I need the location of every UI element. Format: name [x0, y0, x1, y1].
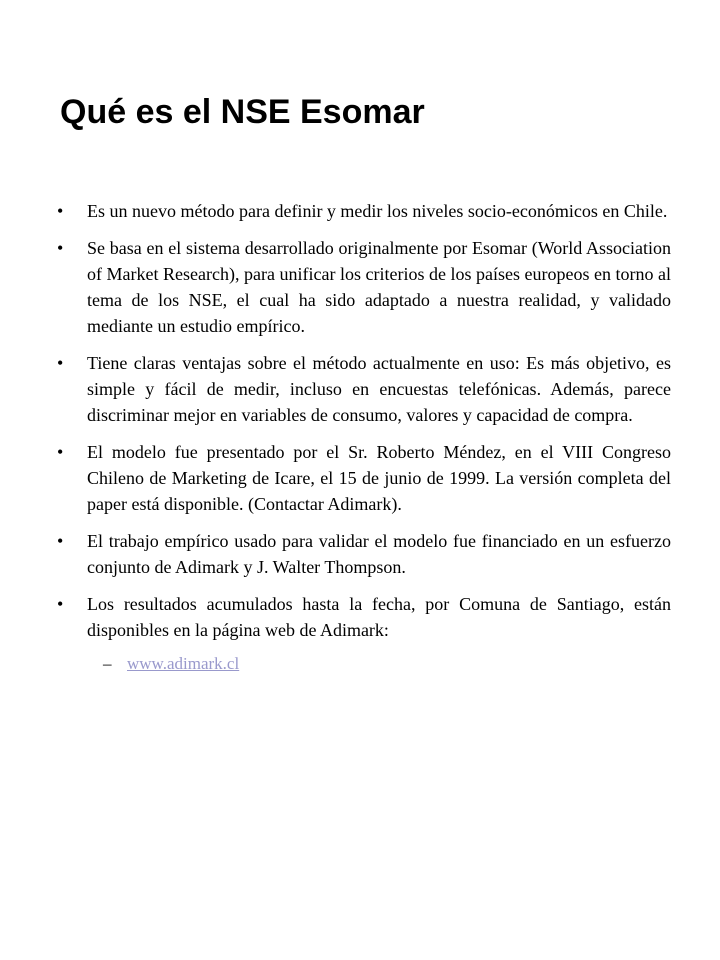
bullet-item-3 [0, 350, 671, 428]
slide-title: Qué es el NSE Esomar [60, 93, 425, 131]
bullet-item-2 [0, 235, 671, 339]
bullet-text: El modelo fue presentado por el Sr. Roberto Méndez, en el VIII Congreso Chileno de Marketing de Icare, el 15 de junio de 1999. La versión completa del paper está disponible. (Contactar Adimark). [87, 442, 671, 514]
bullet-text: El trabajo empírico usado para validar el modelo fue financiado en un esfuerzo conjunto de Adimark y J. Walter Thompson. [87, 531, 671, 577]
bullet-text: Se basa en el sistema desarrollado originalmente por Esomar (World Association of Market Research), para unificar los criterios de los países europeos en torno al tema de los NSE, el cual ha sido adaptado a nuestra realidad, y validado mediante un estudio empírico. [87, 238, 671, 336]
bullet-text: Los resultados acumulados hasta la fecha, por Comuna de Santiago, están disponibles en la página web de Adimark: [87, 594, 671, 640]
adimark-link[interactable]: www.adimark.cl [127, 654, 240, 673]
bullet-item-6 [0, 591, 671, 643]
bullet-item-4 [0, 439, 671, 517]
bullet-item-1 [0, 198, 671, 224]
bullet-marker: • [57, 531, 64, 551]
bullet-marker: • [57, 442, 64, 462]
sub-marker: – [103, 654, 112, 673]
bullet-marker: • [57, 353, 64, 373]
bullet-text: Es un nuevo método para definir y medir los niveles socio-económicos en Chile. [87, 201, 668, 221]
bullet-marker: • [57, 594, 64, 614]
bullet-item-5 [0, 528, 671, 580]
sub-item-link [0, 652, 720, 676]
bullet-marker: • [57, 201, 64, 221]
bullet-marker: • [57, 238, 64, 258]
bullet-list [0, 198, 720, 676]
bullet-text: Tiene claras ventajas sobre el método actualmente en uso: Es más objetivo, es simple y fácil de medir, incluso en encuestas telefónicas. Además, parece discriminar mejor en variables de consumo, valores y capacidad de compra. [87, 353, 671, 425]
